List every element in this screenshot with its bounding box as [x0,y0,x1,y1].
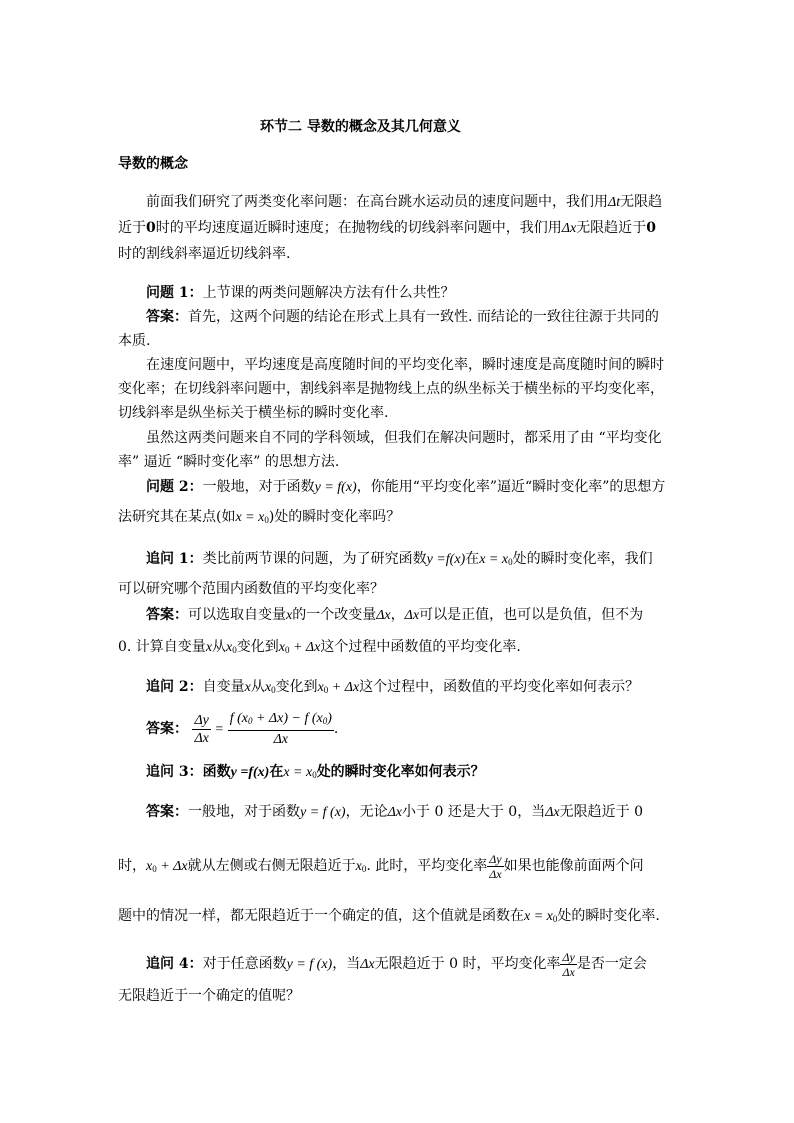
answer-1-para3-line-2: 率” 逼近 “瞬时变化率” 的思想方法. [118,454,340,470]
followup-2-answer: 答案： $\frac{\Delta y}{\Delta x}$ = $\frac{f (x_0 + \Delta x) - f (x_0)}{\Delta x}$ . [146,711,339,747]
followup-4-line-1: 追问 4：对于任意函数y = f (x)，当Δx无限趋近于 0 时，平均变化率 $\frac{\Delta y}{\Delta x}$ 是否一定会 [146,949,647,979]
fraction-dy-dx: $\frac{\Delta y}{\Delta x}$ [562,949,575,979]
followup-3-answer-line-1: 答案：一般地，对于函数y = f (x)，无论Δx小于 0 还是大于 0，当Δx无限趋近于 0 [146,804,643,820]
answer-1-line-2: 本质. [118,333,151,349]
answer-1-para2-line-1: 在速度问题中，平均速度是高度随时间的平均变化率，瞬时速度是高度随时间的瞬时 [146,357,664,373]
intro-line-3: 时的割线斜率逼近切线斜率. [118,246,291,262]
followup-1-answer-line-1: 答案：可以选取自变量x的一个改变量Δx，Δx可以是正值，也可以是负值，但不为 [146,607,644,623]
fraction-dy-dx: $\frac{\Delta y}{\Delta x}$ [194,712,209,746]
function-expression: y = f(x) [314,480,357,495]
followup-4-line-2: 无限趋近于一个确定的值呢？ [118,988,300,1004]
intro-line-2: 近于0时的平均速度逼近瞬时速度；在抛物线的切线斜率问题中，我们用Δx无限趋近于0 [118,220,656,236]
answer-1-line-1: 答案：首先，这两个问题的结论在形式上具有一致性. 而结论的一致往往源于共同的 [146,309,659,325]
fraction-dy-dx: $\frac{\Delta y}{\Delta x}$ [489,851,502,881]
delta-t-symbol: Δt [608,195,621,210]
section-heading: 导数的概念 [118,156,188,172]
page-title: 环节二 导数的概念及其几何意义 [260,119,461,135]
followup-3: 追问 3：函数y =f(x)在$x = x_0$处的瞬时变化率如何表示？ [146,764,485,780]
followup-1-line-1: 追问 1：类比前两节课的问题，为了研究函数y =f(x)在$x = x_0$处的瞬时变化率，我们 [146,551,653,567]
answer-1-para2-line-2: 变化率；在切线斜率问题中，割线斜率是抛物线上点的纵坐标关于横坐标的平均变化率， [118,381,664,397]
followup-1-line-2: 可以研究哪个范围内函数值的平均变化率？ [118,581,384,597]
followup-2: 追问 2：自变量x从$x_0$变化到$x_0 + \Delta x$这个过程中，函数值的平均变化率如何表示？ [146,679,640,695]
followup-3-answer-line-2: 时，$x_0 + \Delta x$就从左侧或右侧无限趋近于$x_0$. 此时，平均变化率 $\frac{\Delta y}{\Delta x}$ 如果也能像前面两个问 [118,851,644,881]
followup-1-answer-line-2: 0. 计算自变量x从$x_0$变化到$x_0 + \Delta x$这个过程中函数值的平均变化率. [118,639,521,655]
question-2-line-1: 问题 2：一般地，对于函数y = f(x)，你能用“平均变化率”逼近“瞬时变化率”的思想方 [146,479,666,495]
fraction-difference-quotient: $\frac{f (x_0 + \Delta x) - f (x_0)}{\Delta x}$ [229,711,332,747]
answer-1-para3-line-1: 虽然这两类问题来自不同的学科领域，但我们在解决问题时，都采用了由 “平均变化 [146,430,662,446]
intro-line-1: 前面我们研究了两类变化率问题：在高台跳水运动员的速度问题中，我们用Δt无限趋 [146,194,663,210]
question-2-line-2: 法研究其在某点(如$x = x_0$)处的瞬时变化率吗？ [118,509,401,525]
followup-3-answer-line-3: 题中的情况一样，都无限趋近于一个确定的值，这个值就是函数在$x = x_0$处的瞬时变化率. [118,908,660,924]
question-1: 问题 1：上节课的两类问题解决方法有什么共性？ [146,285,455,301]
answer-1-para2-line-3: 切线斜率是纵坐标关于横坐标的瞬时变化率. [118,405,389,421]
